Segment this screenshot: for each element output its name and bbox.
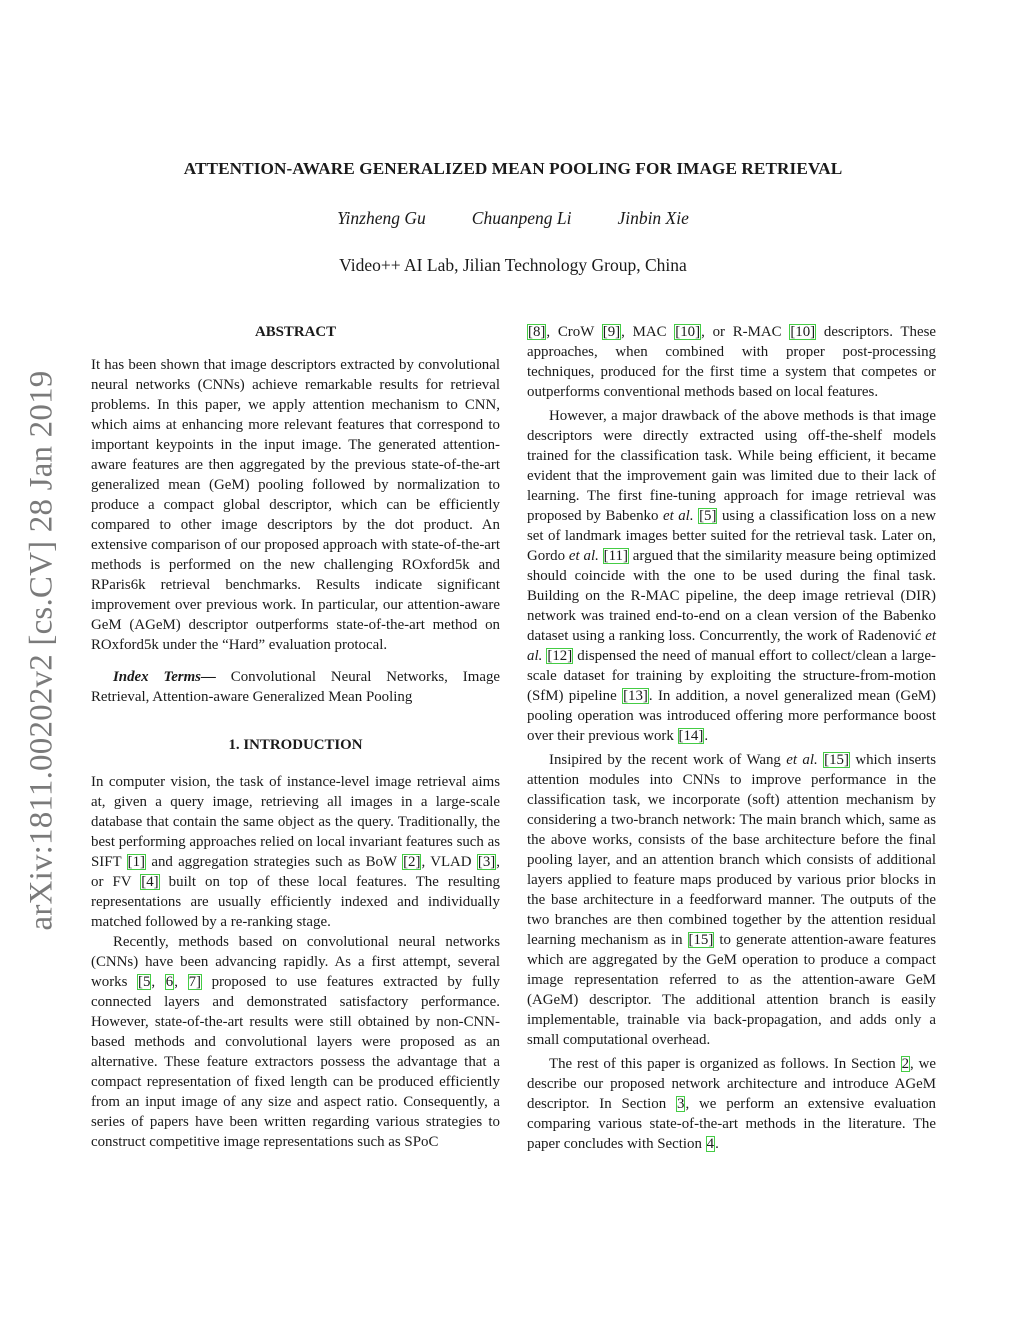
- right-column: [527, 322, 936, 1154]
- section-link[interactable]: 4: [706, 1136, 715, 1152]
- citation-link[interactable]: [5: [138, 974, 151, 990]
- paper-title: ATTENTION-AWARE GENERALIZED MEAN POOLING FOR IMAGE RETRIEVAL: [183, 159, 843, 178]
- citation-link[interactable]: [8]: [528, 324, 546, 340]
- citation-link[interactable]: [10]: [790, 324, 816, 340]
- citation-link[interactable]: [9]: [602, 324, 621, 340]
- citation-link[interactable]: [2]: [403, 854, 421, 870]
- intro-paragraph-2: Recently, methods based on convolutional neural networks (CNNs) have been advancing rapidly. As a first attempt, several works [5, 6, 7] proposed to use features extracted by fully connected layers and demonstrated satisfactory performance. However, state-of-the-art results were still obtained by non-CNN-based methods and convolutional layers were proposed as an alternative. These feature extractors possess the advantage that a compact representation of fixed length can be produced efficiently from an input image of any size and aspect ratio. Consequently, a series of papers have been written regarding various strategies to construct competitive image representations such as SPoC: [91, 934, 500, 1150]
- intro-paragraph-1: In computer vision, the task of instance-level image retrieval aims at, given a query image, retrieving all images in a large-scale database that contain the same object as the query. Traditionally, the best performing approaches relied on local invariant features such as SIFT [1] and aggregation strategies such as BoW [2], VLAD [3], or FV [4] built on top of these local features. The resulting representations are usually efficiently indexed and individually matched followed by a re-ranking stage.: [91, 774, 501, 930]
- arxiv-id-text: arXiv:1811.00202v2 [cs.CV] 28 Jan 2019: [23, 370, 60, 930]
- abstract-text: It has been shown that image descriptors extracted by convolutional neural networks (CNNs) achieve remarkable results for retrieval problems. In this paper, we apply attention mechanism to CNN, which aims at enhancing more relevant features that correspond to important keypoints in the input image. The generated attention-aware features are then aggregated by the previous state-of-the-art generalized mean (GeM) pooling followed by normalization to produce a compact global descriptor, which can be efficiently compared to other image descriptors by the dot product. An extensive comparison of our proposed approach with state-of-the-art methods is performed on the new challenging ROxford5k and RParis6k retrieval benchmarks. Results indicate significant improvement over previous work. In particular, our attention-aware GeM (AGeM) descriptor outperforms state-of-the-art method on ROxford5k under the “Hard” evaluation protocal.: [91, 357, 500, 653]
- index-terms-label: Index Terms—: [113, 669, 216, 685]
- citation-link[interactable]: 7]: [188, 974, 201, 990]
- intro-paragraph-5: The rest of this paper is organized as follows. In Section 2, we describe our proposed network architecture and introduce AGeM descriptor. In Section 3, we perform an extensive evaluation comparing various state-of-the-art methods in the literature. The paper concludes with Section 4.: [527, 1056, 936, 1152]
- introduction-heading: 1. INTRODUCTION: [228, 737, 363, 753]
- citation-link[interactable]: [12]: [547, 648, 573, 664]
- citation-link[interactable]: [15]: [688, 932, 714, 948]
- citation-link[interactable]: [4]: [141, 874, 159, 890]
- author-name: Jinbin Xie: [617, 208, 689, 228]
- intro-paragraph-4: Insipired by the recent work of Wang et al. [15] which inserts attention modules into CNNs to improve performance in the classification task, we incorporate (soft) attention mechanism by considering a two-branch network: The main branch which, same as the above works, consists of the base architecture before the final pooling layer, and an attention branch which consists of additional layers applied to feature maps produced by various prior blocks in the base architecture in a feedforward manner. The outputs of the two branches are then combined together by the attention residual learning mechanism as in [15] to generate attention-aware features which are aggregated by the GeM operation to produce a compact image representation referred to as the attention-aware GeM (AGeM) descriptor. The additional attention branch is easily implementable, trainable via back-propagation, and adds only a small computational overhead.: [527, 752, 937, 1048]
- citation-link[interactable]: [1]: [127, 854, 146, 870]
- section-link[interactable]: 2: [901, 1056, 910, 1072]
- index-terms-text: Convolutional Neural Networks, Image Retrieval, Attention-aware Generalized Mean Pooling: [91, 669, 501, 705]
- citation-link[interactable]: 6: [165, 974, 174, 990]
- citation-link[interactable]: [10]: [675, 324, 701, 340]
- section-link[interactable]: 3: [677, 1096, 685, 1112]
- citation-link[interactable]: [11]: [603, 548, 628, 564]
- left-column: [91, 322, 500, 1152]
- abstract-heading: ABSTRACT: [254, 324, 337, 340]
- arxiv-identifier: [6, 345, 78, 955]
- intro-paragraph-2-continued: [8], CroW [9], MAC [10], or R-MAC [10] descriptors. These approaches, when combined with proper post-processing techniques, produced for the first time a system that competes or outperforms conventional methods based on local features.: [527, 324, 936, 400]
- author-name: Chuanpeng Li: [471, 208, 572, 228]
- author-name: Yinzheng Gu: [337, 208, 426, 228]
- author-list: [90, 208, 936, 229]
- citation-link[interactable]: [13]: [623, 688, 648, 704]
- index-terms: [91, 667, 500, 707]
- citation-link[interactable]: [3]: [477, 854, 496, 870]
- citation-link[interactable]: [14]: [678, 728, 704, 744]
- citation-link[interactable]: [5]: [699, 508, 717, 524]
- citation-link[interactable]: [15]: [824, 752, 849, 768]
- affiliation: Video++ AI Lab, Jilian Technology Group, China: [339, 255, 687, 275]
- intro-paragraph-3: However, a major drawback of the above methods is that image descriptors were directly extracted using off-the-shelf models trained for the classification task. While being efficient, it became evident that the improvement gain was limited due to their lack of learning. The first fine-tuning approach for image retrieval was proposed by Babenko et al. [5] using a classification loss on a new set of landmark images better suited for the retrieval task. Later on, Gordo et al. [11] argued that the similarity measure being optimized should coincide with the one to be used during the final task. Building on the R-MAC pipeline, the deep image retrieval (DIR) network was trained end-to-end on a clean version of the Babenko dataset using a ranking loss. Concurrently, the work of Radenović et al. [12] dispensed the need of manual effort to collect/clean a large-scale dataset for training by exploiting the structure-from-motion (SfM) pipeline [13]. In addition, a novel generalized mean (GeM) pooling operation was introduced offering more performance boost over their previous work [14].: [527, 408, 936, 744]
